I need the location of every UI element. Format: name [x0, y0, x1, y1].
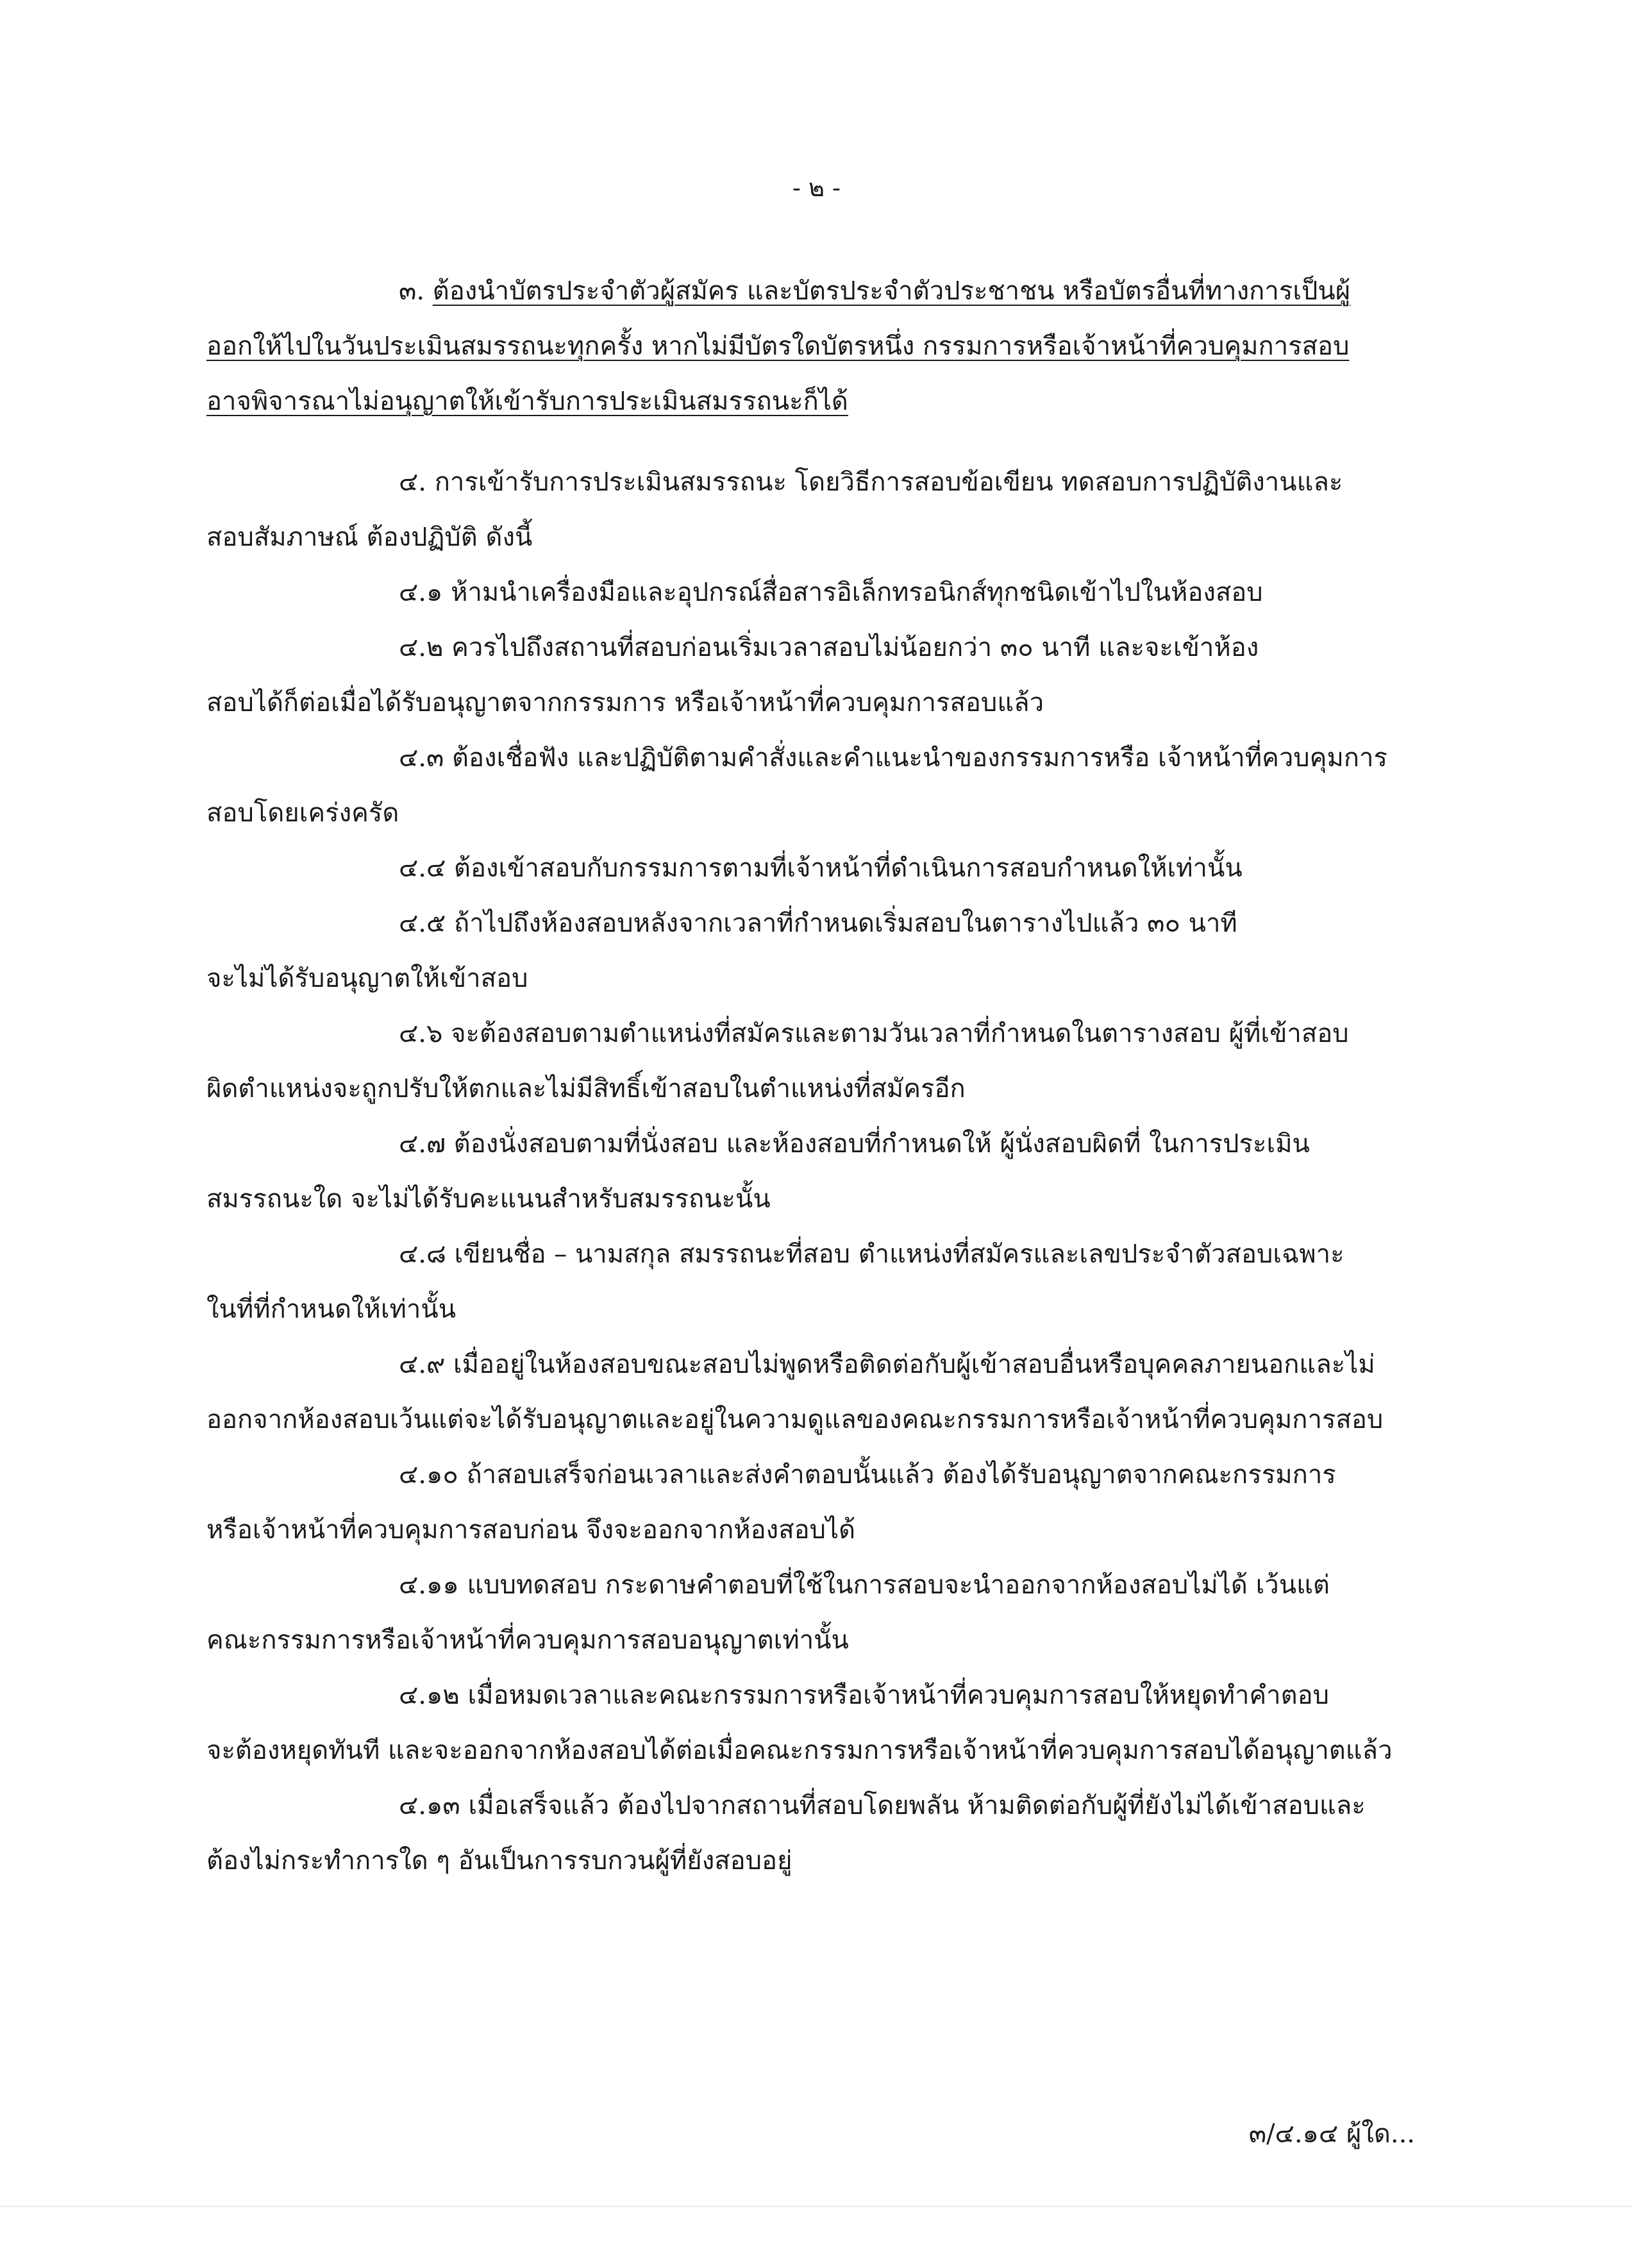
item-4-5-line-2: จะไม่ได้รับอนุญาตให้เข้าสอบ	[206, 964, 528, 993]
item-4-8-line-1: ๔.๘ เขียนชื่อ – นามสกุล สมรรถนะที่สอบ ตำแหน่งที่สมัครและเลขประจำตัวสอบเฉพาะ	[399, 1239, 1344, 1269]
item-4-1: ๔.๑ ห้ามนำเครื่องมือและอุปกรณ์สื่อสารอิเล็กทรอนิกส์ทุกชนิดเข้าไปในห้องสอบ	[399, 578, 1263, 607]
item-4-11-line-2: คณะกรรมการหรือเจ้าหน้าที่ควบคุมการสอบอนุญาตเท่านั้น	[206, 1625, 849, 1655]
item-4-line-1: ๔. การเข้ารับการประเมินสมรรถนะ โดยวิธีการสอบข้อเขียน ทดสอบการปฏิบัติงานและ	[399, 467, 1343, 497]
page-number: - ๒ -	[792, 174, 841, 202]
item-4-8-line-2: ในที่ที่กำหนดให้เท่านั้น	[206, 1295, 456, 1324]
scan-edge-divider	[0, 2206, 1633, 2207]
item-4-7-line-2: สมรรถนะใด จะไม่ได้รับคะแนนสำหรับสมรรถนะนั้น	[206, 1184, 771, 1214]
item-4-6-line-1: ๔.๖ จะต้องสอบตามตำแหน่งที่สมัครและตามวันเวลาที่กำหนดในตารางสอบ ผู้ที่เข้าสอบ	[399, 1019, 1349, 1048]
item-4-4: ๔.๔ ต้องเข้าสอบกับกรรมการตามที่เจ้าหน้าที่ดำเนินการสอบกำหนดให้เท่านั้น	[399, 853, 1243, 883]
item-4-5-line-1: ๔.๕ ถ้าไปถึงห้องสอบหลังจากเวลาที่กำหนดเริ่มสอบในตารางไปแล้ว ๓๐ นาที	[399, 909, 1237, 938]
item-4-7-line-1: ๔.๗ ต้องนั่งสอบตามที่นั่งสอบ และห้องสอบที่กำหนดให้ ผู้นั่งสอบผิดที่ ในการประเมิน	[399, 1129, 1310, 1159]
continuation-footer: ๓/๔.๑๔ ผู้ใด...	[1248, 2119, 1415, 2149]
item-4-2-line-2: สอบได้ก็ต่อเมื่อได้รับอนุญาตจากกรรมการ หรือเจ้าหน้าที่ควบคุมการสอบแล้ว	[206, 688, 1044, 718]
item-4-10-line-2: หรือเจ้าหน้าที่ควบคุมการสอบก่อน จึงจะออกจากห้องสอบได้	[206, 1515, 856, 1545]
item-4-line-2: สอบสัมภาษณ์ ต้องปฏิบัติ ดังนี้	[206, 523, 533, 552]
item-4-13-line-2: ต้องไม่กระทำการใด ๆ อันเป็นการรบกวนผู้ที่ยังสอบอยู่	[206, 1846, 792, 1876]
item-4-9-line-2: ออกจากห้องสอบเว้นแต่จะได้รับอนุญาตและอยู่ในความดูแลของคณะกรรมการหรือเจ้าหน้าที่ควบคุมการสอบ	[206, 1405, 1384, 1434]
item-4-13-line-1: ๔.๑๓ เมื่อเสร็จแล้ว ต้องไปจากสถานที่สอบโดยพลัน ห้ามติดต่อกับผู้ที่ยังไม่ได้เข้าสอบและ	[399, 1791, 1366, 1820]
item-3-line-2: ออกให้ไปในวันประเมินสมรรถนะทุกครั้ง หากไม่มีบัตรใดบัตรหนึ่ง กรรมการหรือเจ้าหน้าที่ควบคุมการสอบ	[206, 332, 1350, 361]
item-4-12-line-2: จะต้องหยุดทันที และจะออกจากห้องสอบได้ต่อเมื่อคณะกรรมการหรือเจ้าหน้าที่ควบคุมการสอบได้อนุญาตแล้ว	[206, 1736, 1393, 1765]
item-4-12-line-1: ๔.๑๒ เมื่อหมดเวลาและคณะกรรมการหรือเจ้าหน้าที่ควบคุมการสอบให้หยุดทำคำตอบ	[399, 1681, 1330, 1710]
item-3-line-1	[399, 272, 1350, 310]
item-4-9-line-1: ๔.๙ เมื่ออยู่ในห้องสอบขณะสอบไม่พูดหรือติดต่อกับผู้เข้าสอบอื่นหรือบุคคลภายนอกและไม่	[399, 1350, 1375, 1379]
item-4-2-line-1: ๔.๒ ควรไปถึงสถานที่สอบก่อนเริ่มเวลาสอบไม่น้อยกว่า ๓๐ นาที และจะเข้าห้อง	[399, 633, 1259, 662]
item-4-3-line-1: ๔.๓ ต้องเชื่อฟัง และปฏิบัติตามคำสั่งและคำแนะนำของกรรมการหรือ เจ้าหน้าที่ควบคุมการ	[399, 743, 1387, 773]
item-4-10-line-1: ๔.๑๐ ถ้าสอบเสร็จก่อนเวลาและส่งคำตอบนั้นแล้ว ต้องได้รับอนุญาตจากคณะกรรมการ	[399, 1460, 1336, 1490]
item-3-number: ๓.	[399, 276, 433, 306]
item-4-6-line-2: ผิดตำแหน่งจะถูกปรับให้ตกและไม่มีสิทธิ์เข้าสอบในตำแหน่งที่สมัครอีก	[206, 1074, 966, 1104]
item-3-text: ต้องนำบัตรประจำตัวผู้สมัคร และบัตรประจำตัวประชาชน หรือบัตรอื่นที่ทางการเป็นผู้	[432, 276, 1351, 306]
item-3-line-3: อาจพิจารณาไม่อนุญาตให้เข้ารับการประเมินสมรรถนะก็ได้	[206, 387, 848, 416]
item-4-3-line-2: สอบโดยเคร่งครัด	[206, 798, 399, 828]
item-4-11-line-1: ๔.๑๑ แบบทดสอบ กระดาษคำตอบที่ใช้ในการสอบจะนำออกจากห้องสอบไม่ได้ เว้นแต่	[399, 1570, 1330, 1600]
